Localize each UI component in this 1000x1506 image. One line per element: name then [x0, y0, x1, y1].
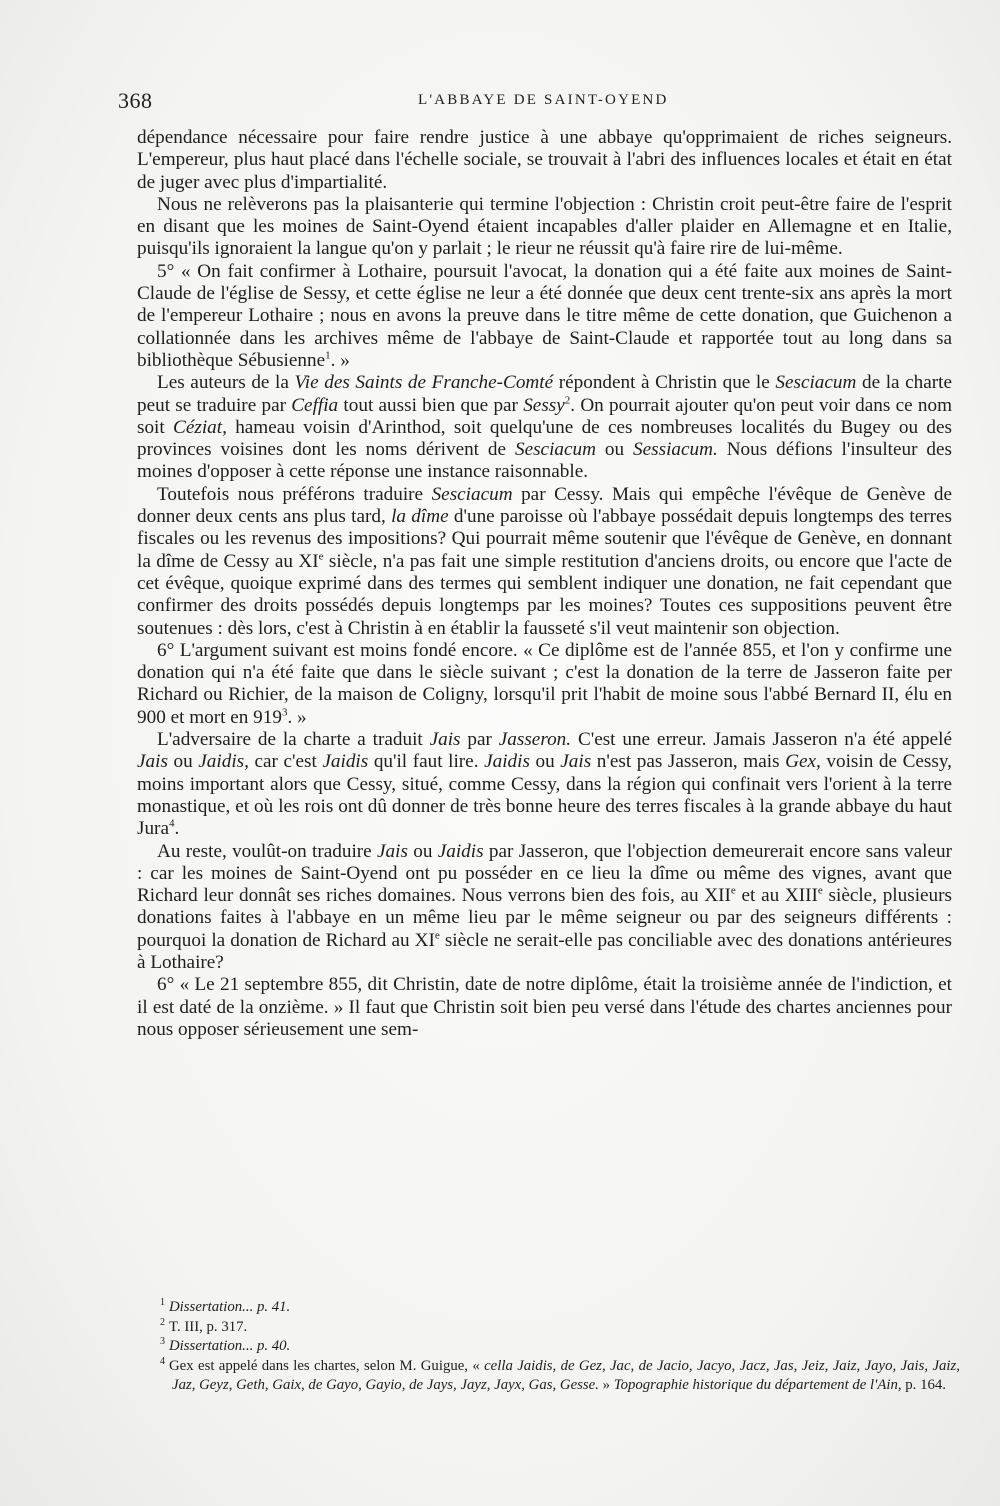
italic-run: Jaidis — [484, 751, 530, 773]
italic-run: la dîme — [391, 506, 449, 528]
footnote-mark: 3 — [160, 1336, 165, 1348]
paragraph-3-end: . » — [330, 349, 350, 371]
footnote-text: » — [598, 1377, 614, 1393]
paragraph-9: 6° « Le 21 septembre 855, dit Christin, date de notre diplôme, était la troisième année de l'indiction, et il est daté de la onzième. » Il faut que Christin soit bien peu versé dans l'étude des chartes anciennes pour nous opposer sérieusement une sem- — [137, 974, 952, 1040]
italic-run: Céziat, — [173, 416, 227, 438]
text-run: . » — [287, 706, 307, 728]
paragraph-4 — [137, 372, 952, 483]
text-run: n'est pas Jasseron, mais — [591, 751, 786, 773]
text-run: voisin de Cessy, moins important alors que Cessy, situé, comme Cessy, dans la région qui confinait vers l'orient à la terre monastique, et où les rois ont dû donner de très bonne heure des terres fiscales à la grande abbaye du haut Jura — [137, 751, 952, 840]
italic-run: Jasseron. — [498, 729, 572, 751]
ordinal-superscript: e — [318, 550, 324, 563]
text-run: qu'il faut lire. — [368, 751, 485, 773]
italic-run: Sessy — [523, 394, 565, 416]
footnote-text: Dissertation... p. 41. — [169, 1299, 291, 1315]
paragraph-3 — [137, 261, 952, 372]
text-run: Toutefois nous préférons traduire — [157, 483, 432, 505]
text-run: tout aussi bien que par — [338, 394, 524, 416]
text-run: C'est une erreur. Jamais Jasseron n'a été appelé — [571, 729, 953, 751]
text-run: L'adversaire de la charte a traduit — [157, 729, 430, 751]
text-run: répondent à Christin que le — [553, 372, 776, 394]
footnote-4 — [160, 1357, 960, 1396]
footnote-ref-4: 4 — [168, 817, 175, 830]
italic-run: Jais — [429, 729, 461, 751]
ordinal-superscript: e — [434, 929, 440, 942]
text-run: ou — [167, 751, 199, 773]
footnote-ref-1: 1 — [325, 349, 331, 362]
text-run: siècle ne serait-elle pas conciliable avec des donations antérieures à Lothaire? — [137, 929, 953, 973]
paragraph-6 — [137, 640, 952, 729]
text-run: 6° L'argument suivant est moins fondé encore. « Ce diplôme est de l'année 855, et l'on y confirme une donation qui n'a été faite que dans le siècle suivant ; c'est la donation de la terre de Jasseron faite per Richard ou Richier, de la maison de Coligny, lorsqu'il prit l'habit de moine sous l'abbé Bernard II, élu en 900 et mort en 919 — [137, 639, 952, 728]
paragraph-7 — [137, 729, 952, 840]
paragraph-5 — [137, 484, 952, 640]
footnote-text: p. 164. — [901, 1377, 946, 1393]
footnote-ref-2: 2 — [564, 394, 571, 407]
footnote-text: T. III, p. 317. — [169, 1318, 248, 1335]
italic-run: Ceffia — [291, 394, 339, 416]
italic-run: Jaidis — [437, 840, 484, 862]
text-run: siècle, n'a pas fait une simple restitution d'anciens droits, ou encore que l'acte de cet évêque, quoique exprimé dans des termes qui semblent indiquer une donation, ne fait cependant que confirmer des droits possédés depuis longtemps par les moines? Toutes ces suppositions peuvent être soutenues : dès lors, c'est à Christin à en établir la fausseté s'il veut maintenir son objection. — [137, 550, 952, 639]
italic-run: Sessiacum. — [633, 439, 718, 461]
footnote-mark: 1 — [160, 1297, 165, 1309]
footnote-italic: Topographie historique du département de l'Ain, — [613, 1377, 902, 1393]
paragraph-8 — [137, 841, 952, 975]
text-run: par — [460, 729, 499, 751]
text-run: par Cessy. Mais qui empêche l'évêque de Genève de donner deux cents ans plus tard, — [137, 483, 952, 528]
footnote-text: Dissertation... p. 40. — [169, 1338, 291, 1354]
body-text — [137, 127, 952, 1041]
paragraph-2: Nous ne relèverons pas la plaisanterie qui termine l'objection : Christin croit peut-être faire de l'esprit en disant que les moines de Saint-Oyend étaient incapables d'aller plaider en Allemagne et en Italie, puisqu'ils ignoraient la langue qu'on y parlait ; le rieur ne réussit qu'à faire rire de lui-même. — [137, 193, 952, 260]
text-run: par Jasseron, que l'objection demeurerait encore sans valeur : car les moines de Saint-Oyend ont pu posséder en ce lieu la dîme ou même des vignes, avant que Richard leur donnât ses riches domaines. Nous verrons bien des fois, au XII — [137, 840, 952, 907]
text-run: ou — [407, 840, 438, 862]
italic-run: Jaidis — [322, 751, 369, 773]
paragraph-1: dépendance nécessaire pour faire rendre justice à une abbaye qu'opprimaient de riches seigneurs. L'empereur, plus haut placé dans l'échelle sociale, se trouvait à l'abri des influences locales et était en état de juger avec plus d'impartialité. — [137, 127, 952, 193]
italic-run: Gex, — [785, 751, 821, 773]
footnote-3 — [160, 1337, 960, 1357]
italic-run: Jaidis, — [198, 751, 249, 773]
footnote-2 — [160, 1318, 960, 1338]
footnote-italic: cella Jaidis, de Gez, Jac, de Jacio, Jacyo, Jacz, Jas, Jeiz, Jaiz, Jayo, Jais, Jaiz, Jaz, Geyz, Geth, Gaix, de Gayo, Gayio, de Jays, Jayz, Jayx, Gas, Gesse. — [172, 1357, 960, 1393]
footnote-mark: 2 — [160, 1316, 165, 1328]
footnote-text: Gex est appelé dans les chartes, selon M. Guigue, « — [169, 1357, 485, 1374]
text-run: siècle, plusieurs donations faites à l'abbaye en un même lieu par le même seigneur ou par des seigneurs différents : pourquoi la donation de Richard au XI — [137, 885, 952, 951]
footnotes — [160, 1298, 960, 1396]
text-run: car c'est — [248, 751, 323, 773]
text-run: ou — [595, 439, 634, 461]
italic-run: Sesciacum — [514, 439, 596, 461]
italic-run: Sesciacum — [775, 372, 857, 394]
footnote-1 — [160, 1298, 960, 1318]
text-run: hameau voisin d'Arinthod, soit quelqu'une de ces nombreuses localités du Bugey ou des provinces voisines dont les noms dérivent de — [137, 416, 952, 461]
text-run: et au XIII — [735, 885, 818, 907]
text-run: Nous défions l'insulteur des moines d'opposer à cette réponse une instance raisonnable. — [137, 439, 952, 483]
text-run: Les auteurs de la — [157, 372, 295, 394]
text-run: d'une paroisse où l'abbaye possédait depuis longtemps des terres fiscales ou les revenus des impositions? Qui pourrait même soutenir que l'évêque de Genève, en donnant la dîme de Cessy au XI — [137, 506, 952, 572]
page-number: 368 — [118, 88, 153, 113]
text-run: ou — [529, 751, 561, 773]
running-head — [118, 88, 948, 116]
italic-run: Jais — [560, 751, 592, 773]
paragraph-3-text: 5° « On fait confirmer à Lothaire, poursuit l'avocat, la donation qui a été faite aux moines de Saint-Claude de l'église de Sessy, et cette église ne leur a été donnée que deux cent trente-six ans après la mort de l'empereur Lothaire ; nous en avons la preuve dans le titre même de cette donation, que Guichenon a collationnée dans les archives même de l'abbaye de Saint-Claude et rapportée tout au long dans sa bibliothèque Sébusienne — [137, 260, 952, 371]
text-run: . — [174, 818, 180, 840]
running-title: L'ABBAYE DE SAINT-OYEND — [418, 92, 669, 108]
footnote-mark: 4 — [160, 1355, 165, 1367]
ordinal-superscript: e — [730, 884, 736, 897]
italic-run: Vie des Saints de Franche-Comté — [294, 372, 554, 394]
italic-run: Jais — [137, 751, 168, 773]
italic-run: Sesciacum — [431, 483, 513, 505]
text-run: Au reste, voulût-on traduire — [157, 840, 377, 862]
text-run: de la charte peut se traduire par — [137, 372, 953, 416]
ordinal-superscript: e — [817, 884, 823, 897]
footnote-ref-3: 3 — [281, 706, 288, 719]
italic-run: Jais — [377, 840, 408, 862]
text-run: . On pourrait ajouter qu'on peut voir dans ce nom soit — [137, 394, 952, 438]
